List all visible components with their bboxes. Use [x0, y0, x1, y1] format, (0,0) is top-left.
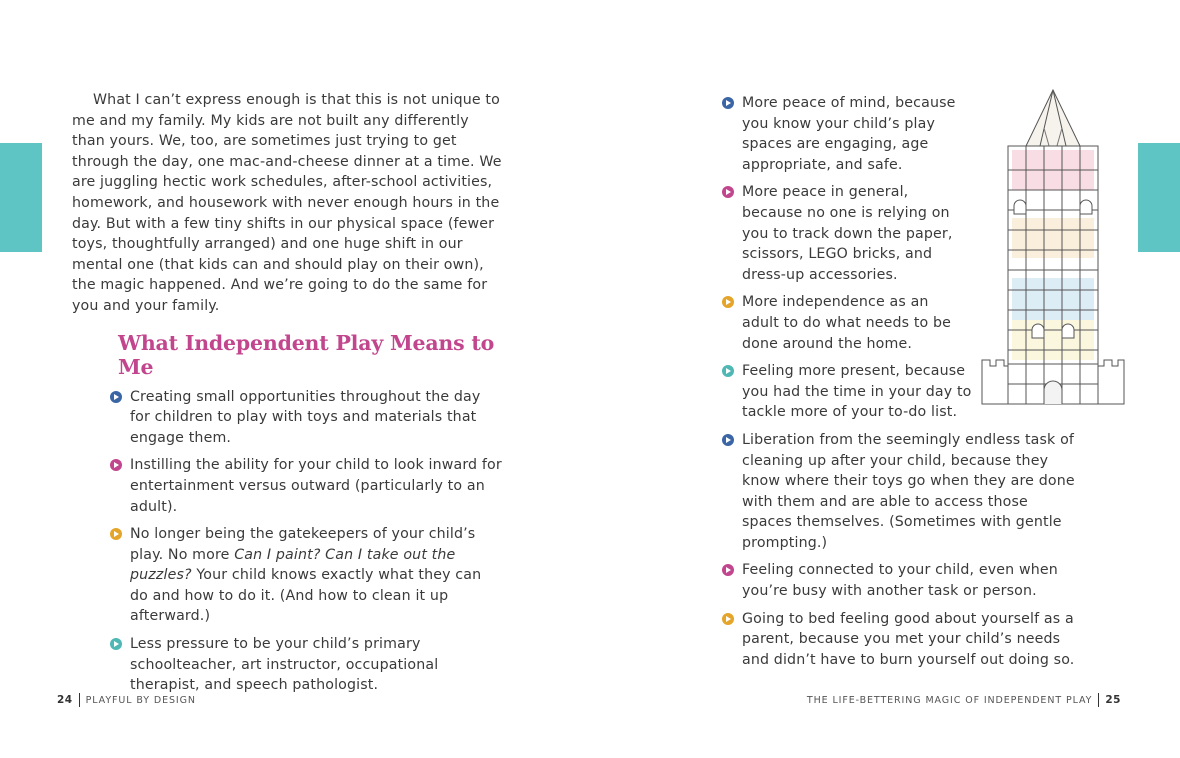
- bullet-arrow-icon: [722, 613, 734, 625]
- running-title: THE LIFE-BETTERING MAGIC OF INDEPENDENT PLAY: [806, 694, 1093, 706]
- list-item: [110, 634, 502, 696]
- castle-tower-icon: [978, 88, 1128, 410]
- intro-paragraph: What I can’t express enough is that this is not unique to me and my family. My kids are not built any differently than yours. We, too, are sometimes just trying to get through the day, one mac-and-cheese dinner at a time. We are juggling hectic work schedules, after-school activities, homework, and housework with never enough hours in the day. But with a few tiny shifts in our physical space (fewer toys, thoughtfully arranged) and one huge shift in our mental one (that kids can and should play on their own), the magic happened. And we’re going to do the same for you and your family.: [72, 92, 502, 314]
- list-item-text: Going to bed feeling good about yourself as a parent, because you met your child’s needs and didn’t have to burn yourself out doing so.: [742, 610, 1075, 668]
- list-item: [722, 182, 972, 285]
- page-number: 25: [1105, 694, 1121, 706]
- bullet-arrow-icon: [110, 391, 122, 403]
- list-item: [722, 361, 972, 423]
- bullet-arrow-icon: [110, 459, 122, 471]
- bullet-arrow-icon: [722, 365, 734, 377]
- list-item-text: No longer being the gatekeepers of your child’s play. No more: [130, 526, 476, 563]
- bullet-arrow-icon: [722, 564, 734, 576]
- right-edge-tab: [1138, 143, 1180, 252]
- list-item-text: Liberation from the seemingly endless task of cleaning up after your child, because they know where their toys go when they are done with them and are able to access those spaces themselves. (Sometimes with gentle prompting.): [742, 431, 1075, 551]
- bullet-arrow-icon: [722, 296, 734, 308]
- list-item-text: Your child knows exactly what they can do and how to do it. (And how to clean it up afterward.): [130, 567, 482, 625]
- footer-divider: [79, 693, 80, 707]
- list-item-text: Creating small opportunities throughout the day for children to play with toys and materials that engage them.: [130, 388, 481, 446]
- list-item: [722, 93, 972, 175]
- section-heading: What Independent Play Means to Me: [118, 330, 495, 379]
- left-page: [72, 90, 502, 703]
- list-item-text: More peace in general, because no one is relying on you to track down the paper, scissors, LEGO bricks, and dress-up accessories.: [742, 184, 953, 283]
- list-item: [722, 430, 1082, 554]
- list-item: [722, 560, 1082, 601]
- left-bullet-list: [110, 387, 502, 696]
- list-item-italic-text: Can I paint? Can I take out the puzzles?: [130, 546, 456, 584]
- list-item-text: Less pressure to be your child’s primary schoolteacher, art instructor, occupational therapist, and speech pathologist.: [130, 636, 439, 694]
- bullet-arrow-icon: [110, 638, 122, 650]
- list-item: [722, 292, 964, 354]
- list-item: [110, 524, 502, 627]
- list-item-text: More independence as an adult to do what needs to be done around the home.: [742, 294, 952, 352]
- bullet-arrow-icon: [722, 186, 734, 198]
- running-title: PLAYFUL BY DESIGN: [85, 694, 196, 706]
- list-item: [110, 387, 502, 449]
- list-item-text: Feeling more present, because you had the time in your day to tackle more of your to-do list.: [742, 363, 972, 421]
- footer-divider: [1098, 693, 1099, 707]
- list-item-text: Feeling connected to your child, even when you’re busy with another task or person.: [742, 562, 1058, 600]
- bullet-arrow-icon: [722, 434, 734, 446]
- page-number: 24: [57, 694, 73, 706]
- list-item-text: More peace of mind, because you know your child’s play spaces are engaging, age appropriate, and safe.: [742, 95, 956, 173]
- right-footer: [807, 693, 1121, 707]
- bullet-arrow-icon: [110, 528, 122, 540]
- list-item-text: Instilling the ability for your child to look inward for entertainment versus outward (particularly to an adult).: [130, 457, 502, 515]
- left-edge-tab: [0, 143, 42, 252]
- bullet-arrow-icon: [722, 97, 734, 109]
- list-item: [110, 455, 502, 517]
- left-footer: [57, 693, 196, 707]
- list-item: [722, 609, 1082, 671]
